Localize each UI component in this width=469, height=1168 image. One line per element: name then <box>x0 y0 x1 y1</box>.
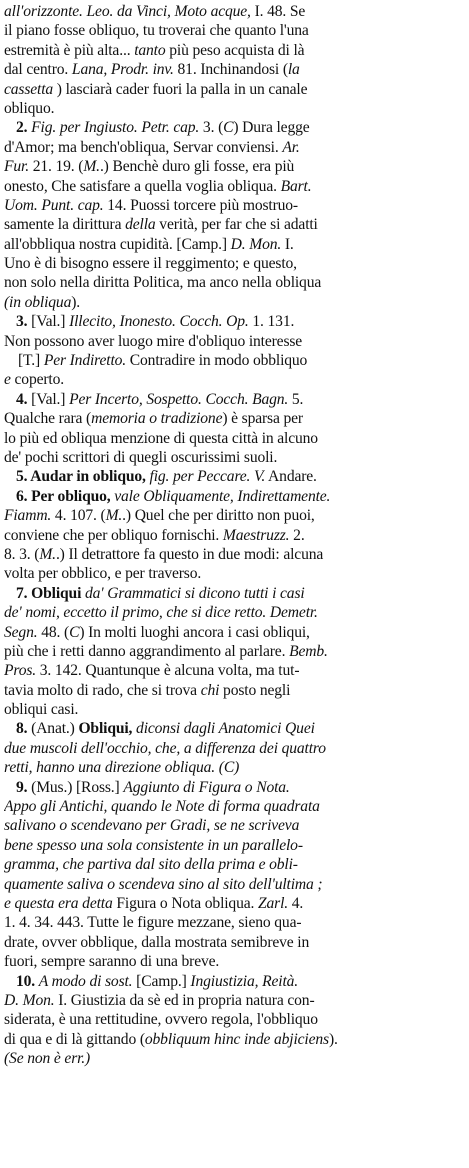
text-line <box>4 623 461 642</box>
text-line <box>4 875 461 894</box>
text-run: I. Giustizia da sè ed in propria natura con- <box>54 991 315 1009</box>
text-run: Ingiustizia, Reità. <box>190 972 299 990</box>
text-run: [Camp.] <box>132 972 191 990</box>
sense-number: 6. <box>16 487 32 505</box>
text-run: 1. 131. <box>248 313 295 331</box>
text-run: Illecito, Inonesto. Cocch. Op. <box>69 313 249 331</box>
text-line <box>4 1010 461 1029</box>
text-line <box>4 254 461 273</box>
text-run: posto negli <box>219 681 291 699</box>
text-line <box>4 972 461 991</box>
text-line <box>4 21 461 40</box>
text-line <box>4 797 461 816</box>
text-line <box>4 1030 461 1049</box>
text-run: Non possono aver luogo mire d'obliquo interesse <box>4 332 303 350</box>
text-line <box>4 351 461 370</box>
text-line <box>4 196 461 215</box>
text-run: D. Mon. <box>230 235 282 253</box>
text-run: d'Amor; ma bench'obliqua, Servar conviensi. <box>4 138 283 156</box>
text-line <box>4 855 461 874</box>
text-run: Aggiunto di Figura o Nota. <box>123 778 290 796</box>
headword: Per obliquo, <box>31 487 115 505</box>
text-run: non solo nella diritta Politica, ma anco nella obliqua <box>4 274 322 292</box>
text-run: più peso acquista di là <box>165 41 305 59</box>
text-line <box>4 2 461 21</box>
text-run: Segn. <box>4 623 38 641</box>
text-run: all'orizzonte. Leo. da Vinci, Moto acque, <box>4 3 255 20</box>
text-run: diconsi dagli Anatomici Quei <box>136 720 315 738</box>
text-run: due muscoli dell'occhio, che, a differenza dei quattro <box>4 739 326 757</box>
text-line <box>4 661 461 680</box>
sense-number: 4. <box>16 390 32 408</box>
text-line <box>4 758 461 777</box>
text-line <box>4 894 461 913</box>
headword: Obliqui, <box>78 720 137 738</box>
text-run: Qualche rara ( <box>4 410 92 428</box>
text-run: Figura o Nota obliqua. <box>112 894 258 912</box>
text-line <box>4 526 461 545</box>
text-line <box>4 584 461 603</box>
text-line <box>4 816 461 835</box>
text-run: Fiamm. <box>4 507 52 525</box>
text-run: coperto. <box>10 371 64 389</box>
text-run: Bemb. <box>289 642 328 660</box>
text-run: (Anat.) <box>31 720 79 738</box>
text-run: chi <box>200 681 220 699</box>
text-run: .) Quel che per diritto non puoi, <box>122 507 315 525</box>
text-run: da' Grammatici si dicono tutti i casi <box>85 584 305 602</box>
sense-number: 2. <box>16 119 32 137</box>
text-run: Zarl. <box>258 894 289 912</box>
text-run: e <box>4 371 11 389</box>
text-run: dal centro. <box>4 61 72 79</box>
text-run: Contradire in modo obbliquo <box>126 352 308 370</box>
text-run: quamente saliva o scendeva sino al sito dell'ultima ; <box>4 875 323 893</box>
text-line <box>4 603 461 622</box>
text-run: Fur. <box>4 158 29 176</box>
text-line <box>4 138 461 157</box>
text-line <box>4 80 461 99</box>
text-run: [Val.] <box>31 390 70 408</box>
text-line <box>4 448 461 467</box>
text-run: .) Benchè duro gli fosse, era più <box>99 158 295 176</box>
text-run: salivano o scendevano per Gradi, se ne scriveva <box>4 817 300 835</box>
text-run: conviene che per obliquo fornischi. <box>4 526 223 544</box>
text-run: Fig. per Ingiusto. Petr. cap. <box>31 119 200 137</box>
text-run: (Mus.) [Ross.] <box>31 778 124 796</box>
sense-number: 10. <box>16 972 39 990</box>
text-line <box>4 564 461 583</box>
text-line <box>4 739 461 758</box>
text-run: tavia molto di rado, che si trova <box>4 681 201 699</box>
text-run: fig. per Peccare. V. <box>149 468 266 486</box>
text-run: M. <box>83 158 100 176</box>
text-run: M. <box>39 545 56 563</box>
text-run: obbliquum hinc inde abjiciens <box>144 1030 329 1048</box>
text-run: Bart. <box>280 177 312 195</box>
text-line <box>4 157 461 176</box>
text-run: Maestruzz. <box>222 526 290 544</box>
text-run: Lana, Prodr. inv. <box>71 61 174 79</box>
text-run: tanto <box>134 41 166 59</box>
sense-number: 3. <box>16 313 32 331</box>
text-line <box>4 99 461 118</box>
text-run: Per Indiretto. <box>43 352 127 370</box>
text-run: di qua e di là gittando ( <box>4 1030 145 1048</box>
text-run: (Se non è err.) <box>4 1050 91 1068</box>
text-line <box>4 952 461 971</box>
text-run: 4. <box>288 894 304 912</box>
text-line <box>4 700 461 719</box>
text-line <box>4 409 461 428</box>
text-line <box>4 273 461 292</box>
text-line <box>4 778 461 797</box>
text-run: Per Incerto, Sospetto. Cocch. Bagn. <box>69 390 289 408</box>
text-line <box>4 177 461 196</box>
text-line <box>4 991 461 1010</box>
sense-number: 9. <box>16 778 32 796</box>
text-line <box>4 118 461 137</box>
text-run: 1. 4. 34. 443. Tutte le figure mezzane, sieno qua- <box>4 914 302 932</box>
text-run: Andare. <box>265 468 317 486</box>
text-line <box>4 642 461 661</box>
text-run: I. 48. Se <box>254 3 306 20</box>
text-line <box>4 390 461 409</box>
text-run: A modo di sost. <box>38 972 133 990</box>
text-run: verità, per far che si adatti <box>155 216 318 234</box>
sense-number: 5. <box>16 468 31 486</box>
text-run: retti, hanno una direzione obliqua. (C) <box>4 759 240 777</box>
text-run: C <box>69 623 80 641</box>
text-run: de' pochi scrittori di quegli oscurissimi suoli. <box>4 448 278 466</box>
text-line <box>4 506 461 525</box>
text-run: estremità è più alta... <box>4 41 135 59</box>
headword: Obliqui <box>31 584 85 602</box>
text-line <box>4 235 461 254</box>
text-run: volta per obblico, e per traverso. <box>4 565 202 583</box>
text-run: 3. ( <box>199 119 224 137</box>
text-run: 8. 3. ( <box>4 545 40 563</box>
text-run: Appo gli Antichi, quando le Note di forma quadrata <box>4 798 320 816</box>
text-line <box>4 41 461 60</box>
text-line <box>4 332 461 351</box>
text-run: obliquo. <box>4 99 55 117</box>
text-line <box>4 836 461 855</box>
text-run: ) In molti luoghi ancora i casi obliqui, <box>79 623 310 641</box>
text-run: 14. Puossi torcere più mostruo- <box>103 196 298 214</box>
sense-number: 7. <box>16 584 32 602</box>
text-run: Uom. Punt. cap. <box>4 196 104 214</box>
text-run: de' nomi, eccetto il primo, che si dice retto. Demetr. <box>4 604 318 622</box>
text-line <box>4 215 461 234</box>
text-line <box>4 719 461 738</box>
text-line <box>4 933 461 952</box>
text-line <box>4 1049 461 1068</box>
text-run: memoria o tradizione <box>91 410 223 428</box>
text-run: 48. ( <box>37 623 70 641</box>
text-run: lo più ed obliqua menzione di questa città in alcuno <box>4 429 318 447</box>
text-run: Uno è di bisogno essere il reggimento; e questo, <box>4 255 297 273</box>
text-run: ) è sparsa per <box>222 410 303 428</box>
text-run: Pros. <box>4 662 37 680</box>
text-run: samente la dirittura <box>4 216 126 234</box>
text-line <box>4 370 461 389</box>
text-run: D. Mon. <box>4 991 55 1009</box>
headword: Audar in obliquo, <box>30 468 150 486</box>
text-line <box>4 60 461 79</box>
text-line <box>4 913 461 932</box>
text-line <box>4 429 461 448</box>
text-line <box>4 312 461 331</box>
text-line <box>4 467 461 486</box>
text-run: I. <box>281 235 294 253</box>
text-run: obliqui casi. <box>4 701 79 719</box>
text-line <box>4 681 461 700</box>
text-line <box>4 487 461 506</box>
text-run: siderata, è una rettitudine, ovvero regola, l'obbliquo <box>4 1011 318 1029</box>
text-run: ). <box>71 293 81 311</box>
text-run: onesto, Che satisfare a quella voglia obliqua. <box>4 177 281 195</box>
text-run: ) Dura legge <box>233 119 310 137</box>
text-run: gramma, che partiva dal sito della prima e obli- <box>4 856 298 874</box>
text-run: 21. 19. ( <box>28 158 84 176</box>
text-run: M. <box>105 507 123 525</box>
text-run: 81. Inchinandosi ( <box>173 61 288 79</box>
text-run: 5. <box>288 390 304 408</box>
text-run: 4. 107. ( <box>51 507 106 525</box>
text-run: ) lasciarà cader fuori la palla in un canale <box>53 80 308 98</box>
text-run: ). <box>328 1030 338 1048</box>
text-line <box>4 545 461 564</box>
text-run: il piano fosse obliquo, tu troverai che quanto l'una <box>4 22 309 40</box>
sense-number: 8. <box>16 720 32 738</box>
text-run: all'obbliqua nostra cupidità. [Camp.] <box>4 235 231 253</box>
text-run: 3. 142. Quantunque è alcuna volta, ma tut- <box>36 662 300 680</box>
text-run: bene spesso una sola consistente in un parallelo- <box>4 836 303 854</box>
text-run: (in obliqua <box>4 293 72 311</box>
text-run: Ar. <box>282 138 300 156</box>
text-run: drate, ovver obblique, dalla mostrata semibreve in <box>4 933 310 951</box>
text-run: [Val.] <box>31 313 70 331</box>
text-run: [T.] <box>18 352 44 370</box>
text-run: .) Il detrattore fa questo in due modi: alcuna <box>55 545 324 563</box>
text-run: fuori, sempre saranno di una breve. <box>4 953 220 971</box>
text-run: e questa era detta <box>4 894 113 912</box>
text-run: 2. <box>289 526 305 544</box>
text-run: la <box>287 61 300 79</box>
text-run: C <box>223 119 234 137</box>
text-run: più che i retti danno aggrandimento al parlare. <box>4 642 290 660</box>
text-run: cassetta <box>4 80 54 98</box>
text-run: della <box>125 216 156 234</box>
text-line <box>4 293 461 312</box>
text-run: vale Obliquamente, Indirettamente. <box>114 487 331 505</box>
